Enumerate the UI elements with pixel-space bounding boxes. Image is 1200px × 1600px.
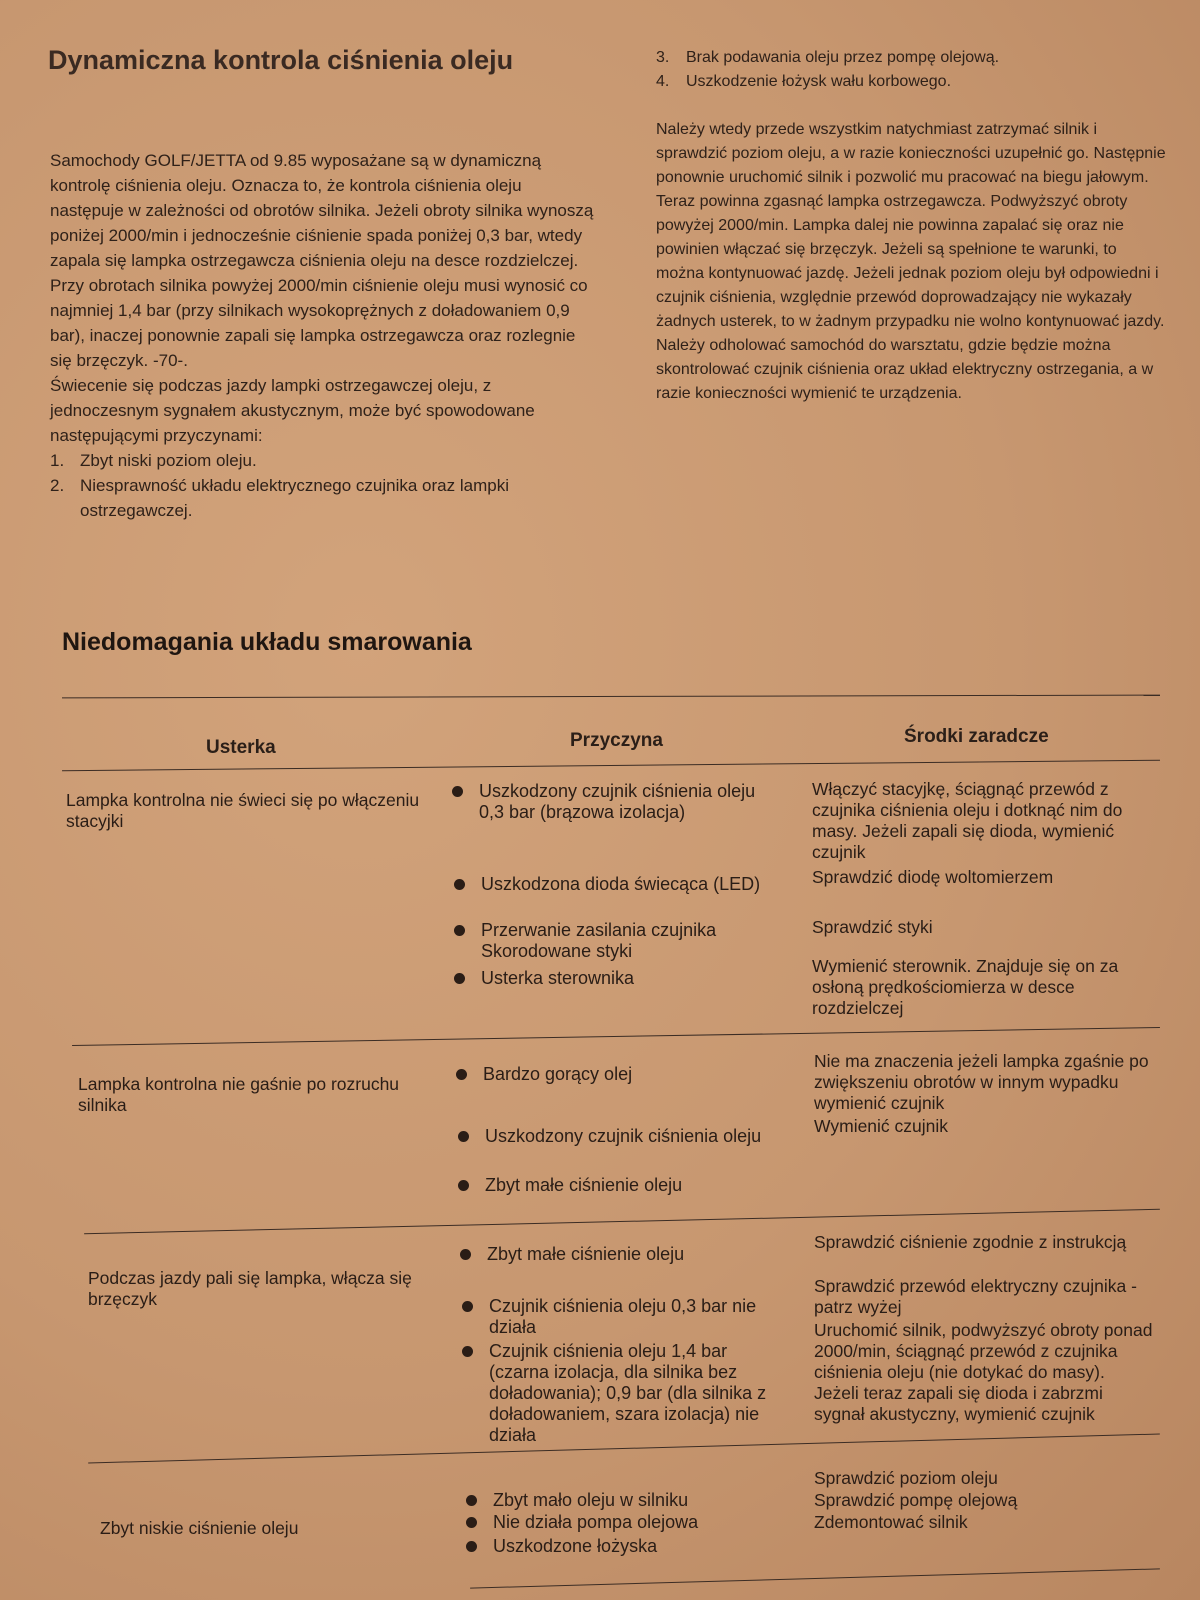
causes-intro-paragraph: Świecenie się podczas jazdy lampki ostrzegawczej oleju, z jednoczesnym sygnałem akustycznym, może być spowodowane następującymi przyczynami: <box>50 376 535 445</box>
remedy-item: Włączyć stacyjkę, ściągnąć przewód z czujnika ciśnienia oleju i dotknąć nim do masy. Jeżeli zapali się dioda, wymienić czujnik <box>812 779 1123 862</box>
list-item: 1. Zbyt niski poziom oleju. <box>50 451 257 470</box>
bullet-icon <box>466 1517 477 1528</box>
header-remedy: Środki zaradcze <box>904 726 1049 747</box>
remedy-item: Nie ma znaczenia jeżeli lampka zgaśnie po zwiększeniu obrotów w innym wypadku wymienić czujnik <box>814 1051 1149 1113</box>
intro-paragraph: Samochody GOLF/JETTA od 9.85 wyposażane są w dynamiczną kontrolę ciśnienia oleju. Oznacza to, że kontrola ciśnienia oleju następuje w zależności od obrotów silnika. Jeżeli obroty silnika wynoszą poniżej 2000/min i jednocześnie ciśnienie spada poniżej 0,3 bar, wtedy zapala się lampka ostrzegawcza ciśnienia oleju na desce rozdzielczej. Przy obrotach silnika powyżej 2000/min ciśnienie oleju musi wynosić co najmniej 1,4 bar (przy silnikach wysokoprężnych z doładowaniem 0,9 bar), inaczej ponownie zapali się lampka ostrzegawcza oraz rozlegnie się brzęczyk. -70-. <box>50 151 594 370</box>
row-divider <box>470 1568 1160 1588</box>
remedy-item: Zdemontować silnik <box>814 1512 968 1532</box>
fault-cell: Zbyt niskie ciśnienie oleju <box>100 1518 299 1538</box>
causes-list-part-1 <box>50 448 595 523</box>
table-top-rule <box>62 695 1160 699</box>
list-item: 2. Niesprawność układu elektrycznego czujnika oraz lampki ostrzegawczej. <box>50 476 509 520</box>
remedy-item: Sprawdzić diodę woltomierzem <box>812 867 1054 887</box>
cause-item: Czujnik ciśnienia oleju 0,3 bar nie działa <box>462 1296 762 1338</box>
cause-item: Zbyt małe ciśnienie oleju <box>458 1175 788 1196</box>
header-bottom-rule <box>62 760 1160 772</box>
bullet-icon <box>458 1180 469 1191</box>
header-cause: Przyczyna <box>570 730 663 751</box>
bullet-icon <box>454 925 465 936</box>
bullet-icon <box>462 1346 473 1357</box>
remedy-item: Wymienić czujnik <box>814 1116 949 1136</box>
row-divider <box>72 1027 1160 1046</box>
bullet-icon <box>454 973 465 984</box>
procedure-paragraph: Należy wtedy przede wszystkim natychmiast zatrzymać silnik i sprawdzić poziom oleju, a w razie konieczności uzupełnić go. Następnie ponownie uruchomić silnik i pozwolić mu pracować na biegu jałowym. Teraz powinna zgasnąć lampka ostrzegawcza. Podwyższyć obroty powyżej 2000/min. Lampka dalej nie powinna zapalać się oraz nie powinien włączać się brzęczyk. Jeżeli są spełnione te warunki, to można kontynuować jazdę. Jeżeli jednak poziom oleju był odpowiedni i czujnik ciśnienia, względnie przewód doprowadzający nie wykazały żadnych usterek, to w żadnym przypadku nie wolno kontynuować jazdy. Należy odholować samochód do warsztatu, gdzie będzie można skontrolować czujnik ciśnienia oraz układ elektryczny ostrzegania, a w razie konieczności wymienić te urządzenia. <box>656 121 1166 402</box>
row-divider <box>84 1209 1160 1234</box>
cause-item: Zbyt małe ciśnienie oleju <box>460 1244 790 1265</box>
table-title: Niedomagania układu smarowania <box>62 628 472 656</box>
header-fault: Usterka <box>206 737 276 758</box>
cause-item: Uszkodzony czujnik ciśnienia oleju <box>458 1126 788 1147</box>
fault-cell: Lampka kontrolna nie gaśnie po rozruchu silnika <box>78 1074 400 1115</box>
bullet-icon <box>452 786 463 797</box>
remedy-item: Sprawdzić styki <box>812 917 933 937</box>
bullet-icon <box>462 1301 473 1312</box>
left-column <box>50 148 595 523</box>
cause-item: Uszkodzona dioda świecąca (LED) <box>454 874 784 895</box>
bullet-icon <box>456 1069 467 1080</box>
cause-item: Czujnik ciśnienia oleju 1,4 bar (czarna izolacja, dla silnika bez doładowania); 0,9 bar (dla silnika z doładowaniem, szara izolacja) nie działa <box>462 1341 782 1446</box>
cause-item: Przerwanie zasilania czujnika Skorodowane styki <box>454 920 784 962</box>
bullet-icon <box>466 1495 477 1506</box>
bullet-icon <box>454 879 465 890</box>
article-title: Dynamiczna kontrola ciśnienia oleju <box>48 45 514 75</box>
list-item: 3. Brak podawania oleju przez pompę olejową. <box>656 49 1000 66</box>
cause-item: Uszkodzone łożyska <box>466 1536 786 1557</box>
list-item: 4. Uszkodzenie łożysk wału korbowego. <box>656 73 952 90</box>
remedy-item: Sprawdzić pompę olejową <box>814 1490 1018 1510</box>
bullet-icon <box>460 1249 471 1260</box>
bullet-icon <box>466 1541 477 1552</box>
fault-cell: Podczas jazdy pali się lampka, włącza się brzęczyk <box>88 1268 412 1309</box>
fault-cell: Lampka kontrolna nie świeci się po włączeniu stacyjki <box>66 790 420 831</box>
remedy-item: Wymienić sterownik. Znajduje się on za osłoną prędkościomierza w desce rozdzielczej <box>812 956 1119 1018</box>
remedy-item: Sprawdzić ciśnienie zgodnie z instrukcją <box>814 1232 1127 1252</box>
cause-item: Uszkodzony czujnik ciśnienia oleju 0,3 bar (brązowa izolacja) <box>452 781 782 823</box>
cause-item: Zbyt mało oleju w silniku <box>466 1490 786 1511</box>
cause-item: Nie działa pompa olejowa <box>466 1512 786 1533</box>
causes-list-part-2 <box>656 46 1166 94</box>
remedy-item: Uruchomić silnik, podwyższyć obroty ponad 2000/min, ściągnąć przewód z czujnika ciśnienia oleju (nie dotykać do masy). Jeżeli teraz zapali się dioda i zabrzmi sygnał akustyczny, wymienić czujnik <box>814 1320 1153 1424</box>
right-column <box>656 46 1166 406</box>
cause-item: Bardzo gorący olej <box>456 1064 786 1085</box>
remedy-item: Sprawdzić przewód elektryczny czujnika - patrz wyżej <box>814 1276 1137 1317</box>
bullet-icon <box>458 1131 469 1142</box>
remedy-item: Sprawdzić poziom oleju <box>814 1468 998 1488</box>
cause-item: Usterka sterownika <box>454 968 784 989</box>
